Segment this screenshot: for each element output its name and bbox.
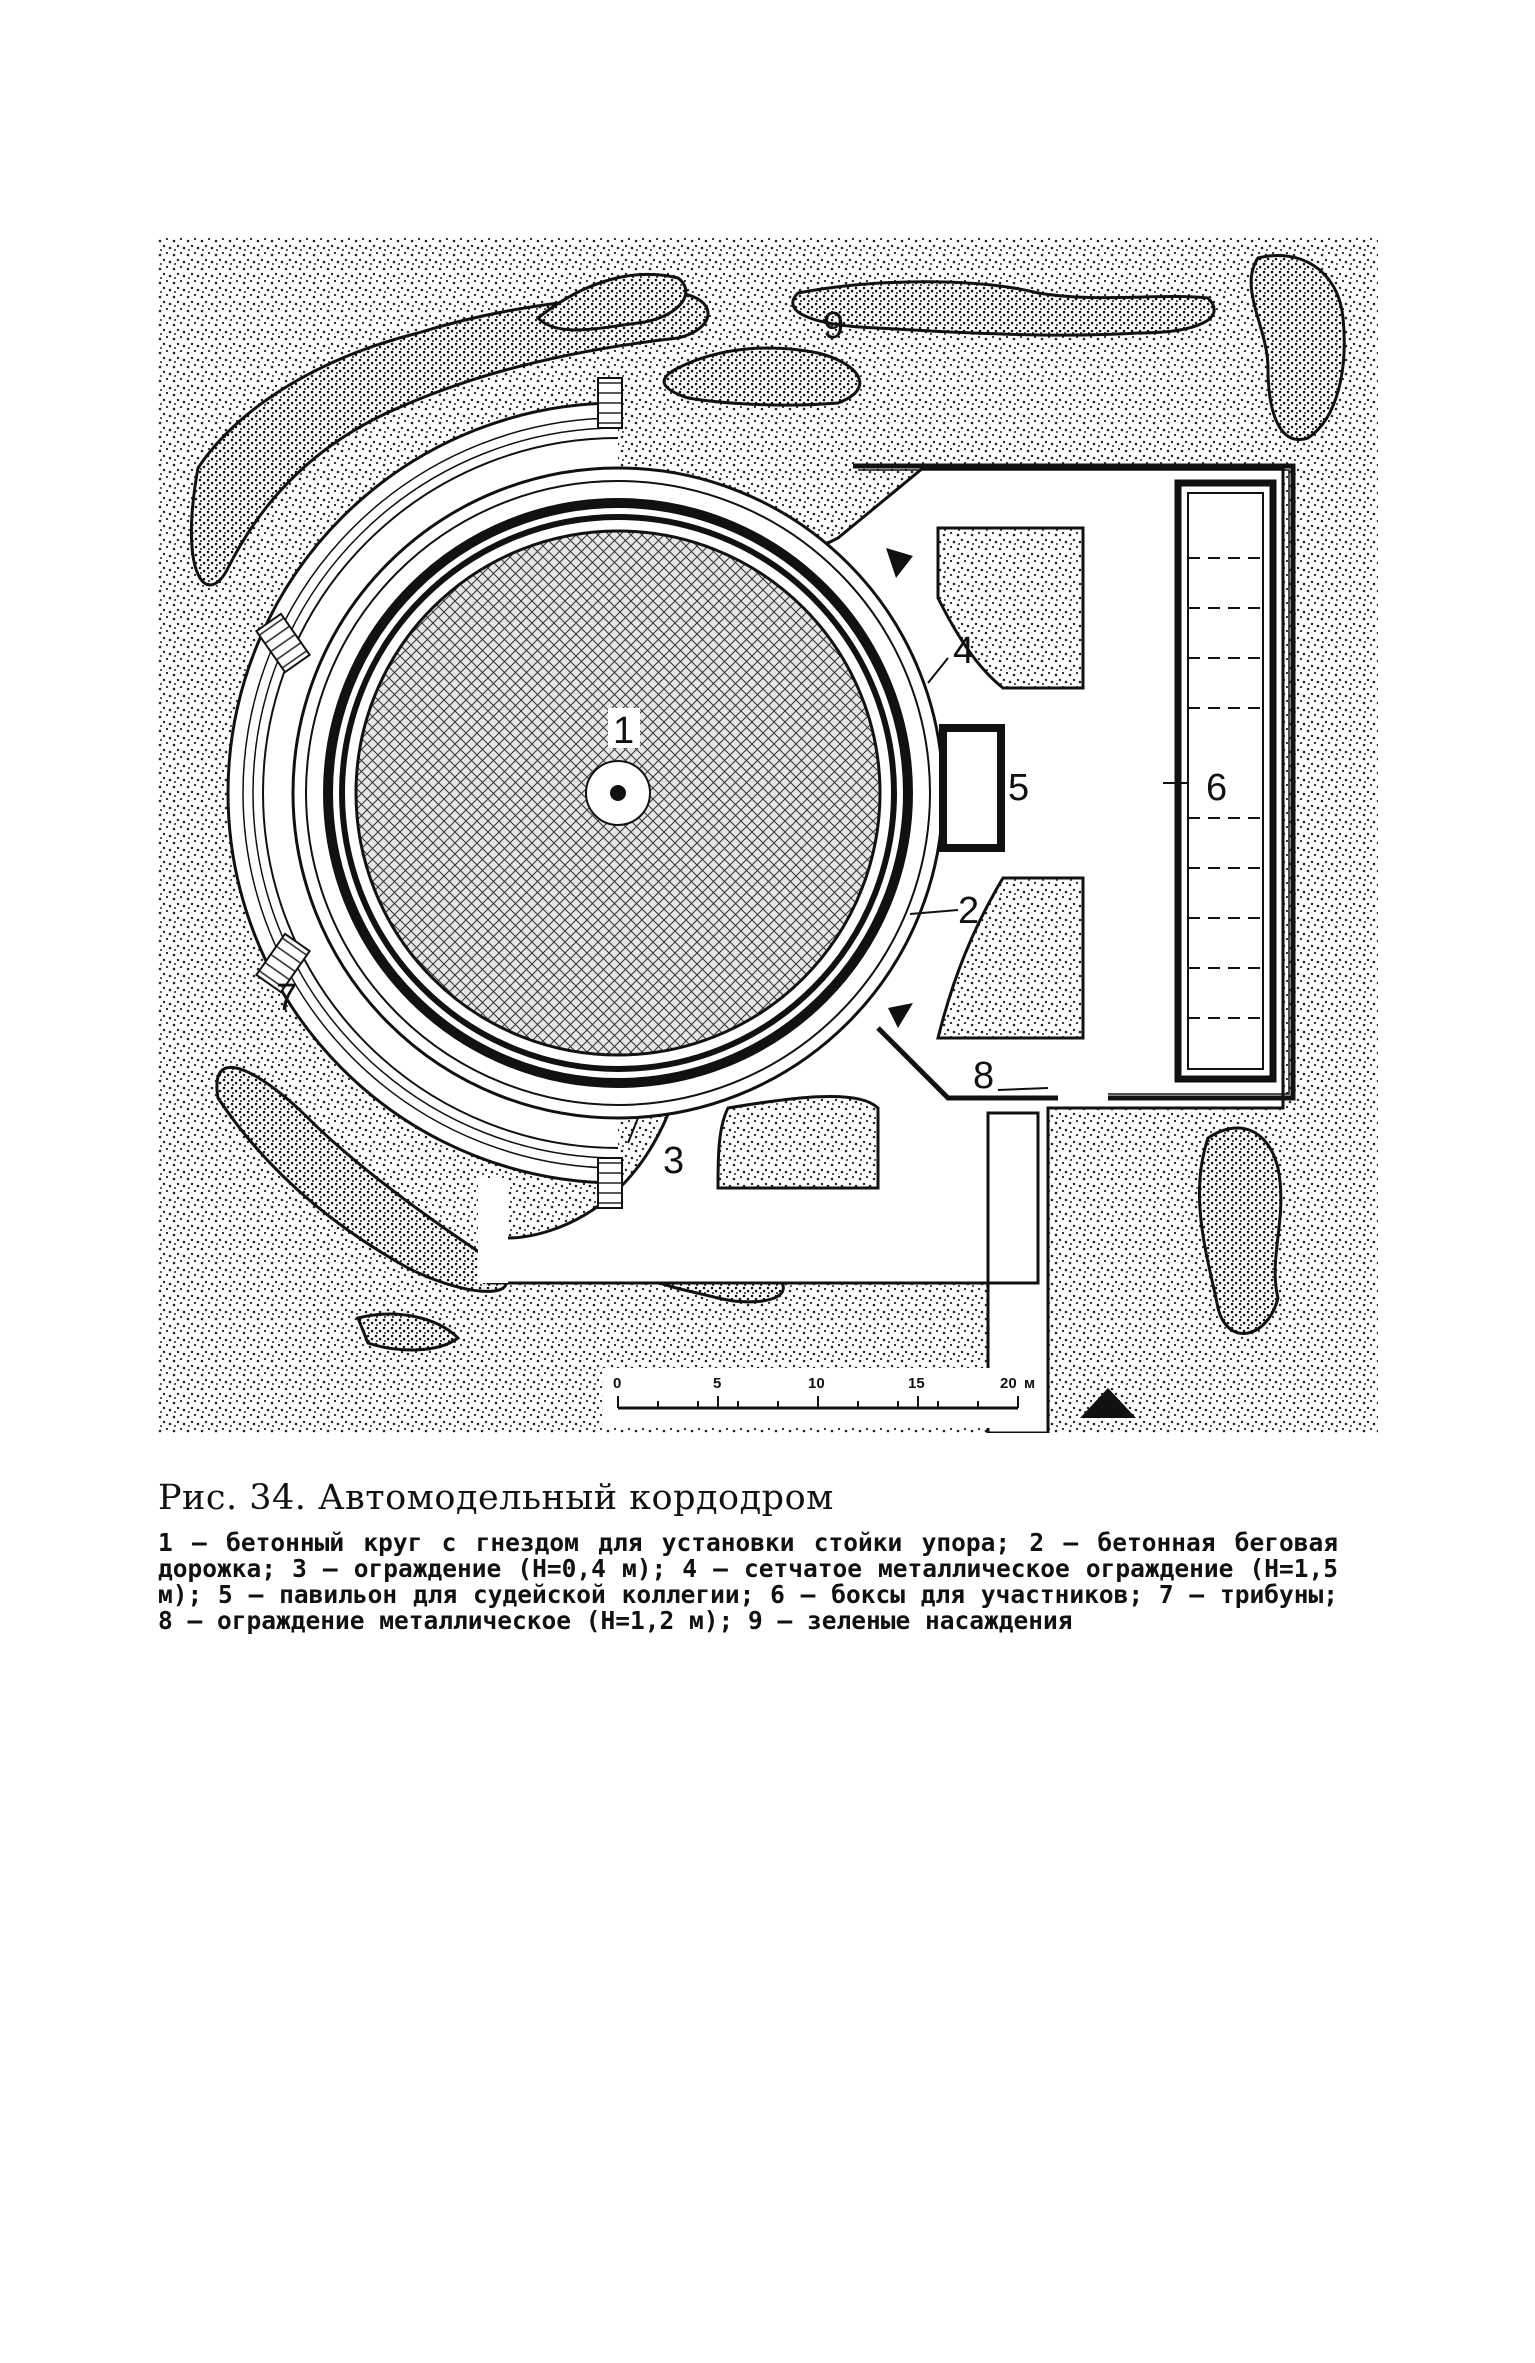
figure-title: Рис. 34. Автомодельный кордодром: [158, 1478, 834, 1518]
label-6: 6: [1206, 767, 1228, 809]
judges-pavilion: [943, 728, 1001, 848]
label-5: 5: [1008, 767, 1030, 809]
scale-tick-15: 15: [908, 1375, 925, 1392]
label-3: 3: [663, 1140, 685, 1182]
scale-bar: [603, 1368, 1043, 1428]
label-2: 2: [958, 890, 980, 932]
scale-tick-0: 0: [613, 1375, 622, 1392]
scale-tick-20: 20: [1000, 1375, 1017, 1392]
label-1: 1: [613, 710, 635, 752]
label-4: 4: [953, 630, 975, 672]
label-8: 8: [973, 1055, 995, 1097]
scale-tick-5: 5: [713, 1375, 722, 1392]
scale-tick-10: 10: [808, 1375, 825, 1392]
cordodrome-plan: [158, 238, 1378, 1433]
label-9: 9: [823, 305, 845, 347]
scale-unit: м: [1024, 1375, 1036, 1392]
label-7: 7: [276, 977, 298, 1019]
figure-legend: 1 — бетонный круг с гнездом для установки стойки упора; 2 — бетонная беговая дорожка; 3 — ограждение (Н=0,4 м); 4 — сетчатое металлическое ограждение (Н=1,5 м); 5 — павильон для судейской коллегии; 6 — боксы для участников; 7 — трибуны; 8 — ограждение металлическое (Н=1,2 м); 9 — зеленые насаждения: [158, 1528, 1338, 1635]
